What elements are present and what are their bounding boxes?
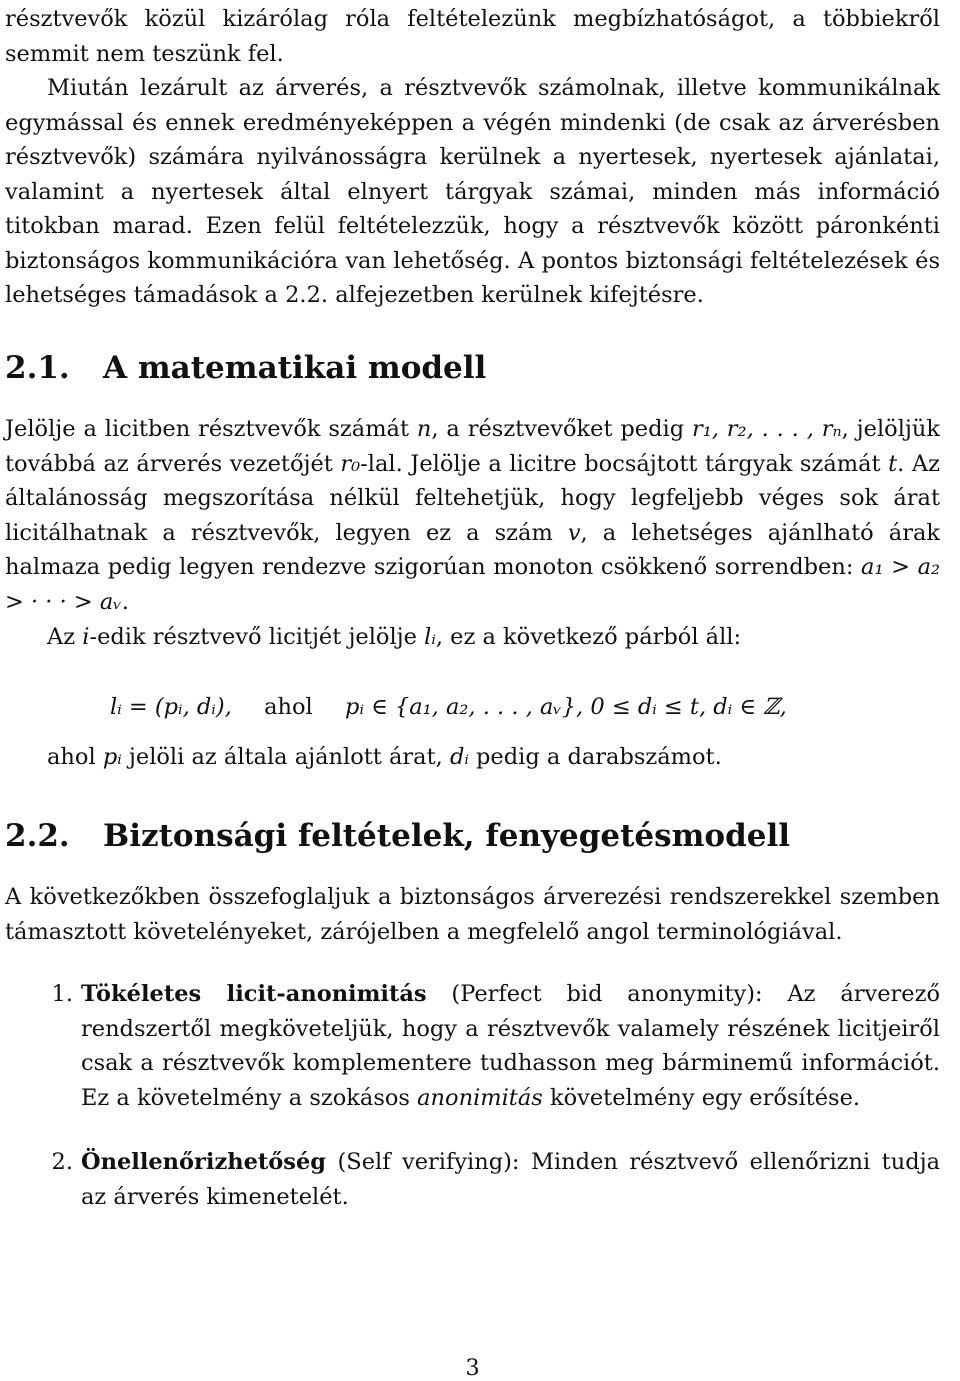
text: , ez a következő párból áll: (435, 624, 742, 650)
equation-rhs: pᵢ ∈ {a₁, a₂, . . . , aᵥ}, 0 ≤ dᵢ ≤ t, dᵢ ∈ ℤ, (345, 694, 787, 720)
text: Jelölje a licitben résztvevők számát (5, 416, 417, 442)
text: Az (47, 624, 83, 650)
list-item (5, 977, 940, 1115)
bid-definition (5, 620, 940, 655)
math-v: v (567, 519, 581, 546)
text: . Az általánosság megszorítása nélkül feltehetjük, hogy legfeljebb véges sok árat licitálhatnak a résztvevők, legyen ez a szám (5, 450, 940, 546)
text: pedig a darabszámot. (468, 744, 722, 770)
text: -lal. Jelölje a licitre bocsájtott tárgyak számát (360, 450, 889, 477)
text: , a résztvevőket pedig (431, 416, 692, 442)
section-number: 2.1. (5, 350, 70, 386)
item-term: Önellenőrizhetőség (81, 1149, 327, 1175)
equation-ahol: ahol (264, 694, 313, 720)
display-equation (5, 690, 940, 725)
item-body (81, 977, 940, 1115)
section-title: Biztonsági feltételek, fenyegetésmodell (103, 818, 791, 854)
security-intro: A következőkben összefoglaljuk a biztonságos árverezési rendszerekkel szemben támasztott követelényeket, zárójelben a megfelelő angol terminológiával. (5, 884, 940, 945)
item-number: 1. (51, 981, 73, 1007)
text: , a lehetséges ajánlható árak halmaza pedig legyen rendezve szigorúan monoton csökkenő sorrendben: (5, 519, 940, 580)
math-di: dᵢ (449, 744, 469, 770)
text: . (121, 588, 129, 615)
section-title: A matematikai modell (103, 350, 487, 386)
item-number: 2. (51, 1149, 73, 1175)
intro-paragraph: Miután lezárult az árverés, a résztvevők számolnak, illetve kommunikálnak egymással és ennek eredményeképpen a végén mindenki (de csak az árverésben résztvevők) számára nyilvánosságra kerülnek a nyertesek, nyertesek ajánlatai, valamint a nyertesek által elnyert tárgyak számai, minden más információ titokban marad. Ezen felül feltételezzük, hogy a résztvevők között páronkénti biztonságos kommunikációra van lehetőség. A pontos biztonsági feltételezések és lehetséges támadások a 2.2. alfejezetben kerülnek kifejtésre. (5, 75, 940, 308)
section-number: 2.2. (5, 818, 70, 854)
section-2-2-heading (5, 818, 790, 854)
text: ahol (47, 744, 103, 770)
text: (Self verifying): Minden résztvevő ellenőrizni tudja az árverés kimenetelét. (81, 1149, 940, 1210)
text: (Perfect bid anonymity): Az árverező rendszertől megköveteljük, hogy a résztvevők valamely részének licitjeiről csak a résztvevők komplementere tudhasson meg bárminemű információt. Ez a követelmény a szokásos (81, 981, 940, 1111)
equation-lhs: lᵢ = (pᵢ, dᵢ), (110, 694, 232, 720)
bid-explanation (5, 740, 940, 775)
intro-continuation: résztvevők közül kizárólag róla feltételezünk megbízhatóságot, a többiekről semmit nem teszünk fel. (5, 6, 940, 67)
math-price-order: a₁ > a₂ > · · · > aᵥ (5, 554, 940, 615)
page-number: 3 (465, 1355, 480, 1381)
section-2-1-heading (5, 350, 486, 386)
item-body (81, 1145, 940, 1214)
math-t: t (888, 450, 898, 477)
text: -edik résztvevő licitjét jelölje (89, 624, 425, 650)
math-participants: r₁, r₂, . . . , rₙ (691, 416, 842, 442)
math-i: i (82, 624, 90, 650)
math-pi: pᵢ (102, 744, 122, 770)
item-emphasis: anonimitás (417, 1084, 543, 1111)
list-item (5, 1145, 940, 1214)
model-paragraph (5, 412, 940, 619)
math-r0: r₀ (340, 450, 361, 477)
text: követelmény egy erősítése. (542, 1084, 861, 1111)
text: jelöli az általa ajánlott árat, (121, 744, 450, 770)
requirements-list (5, 977, 940, 1214)
text: , jelöljük továbbá az árverés vezetőjét (5, 416, 940, 477)
math-li: lᵢ (424, 624, 436, 650)
item-term: Tökéletes licit-anonimitás (81, 981, 427, 1007)
math-n: n (416, 416, 432, 442)
